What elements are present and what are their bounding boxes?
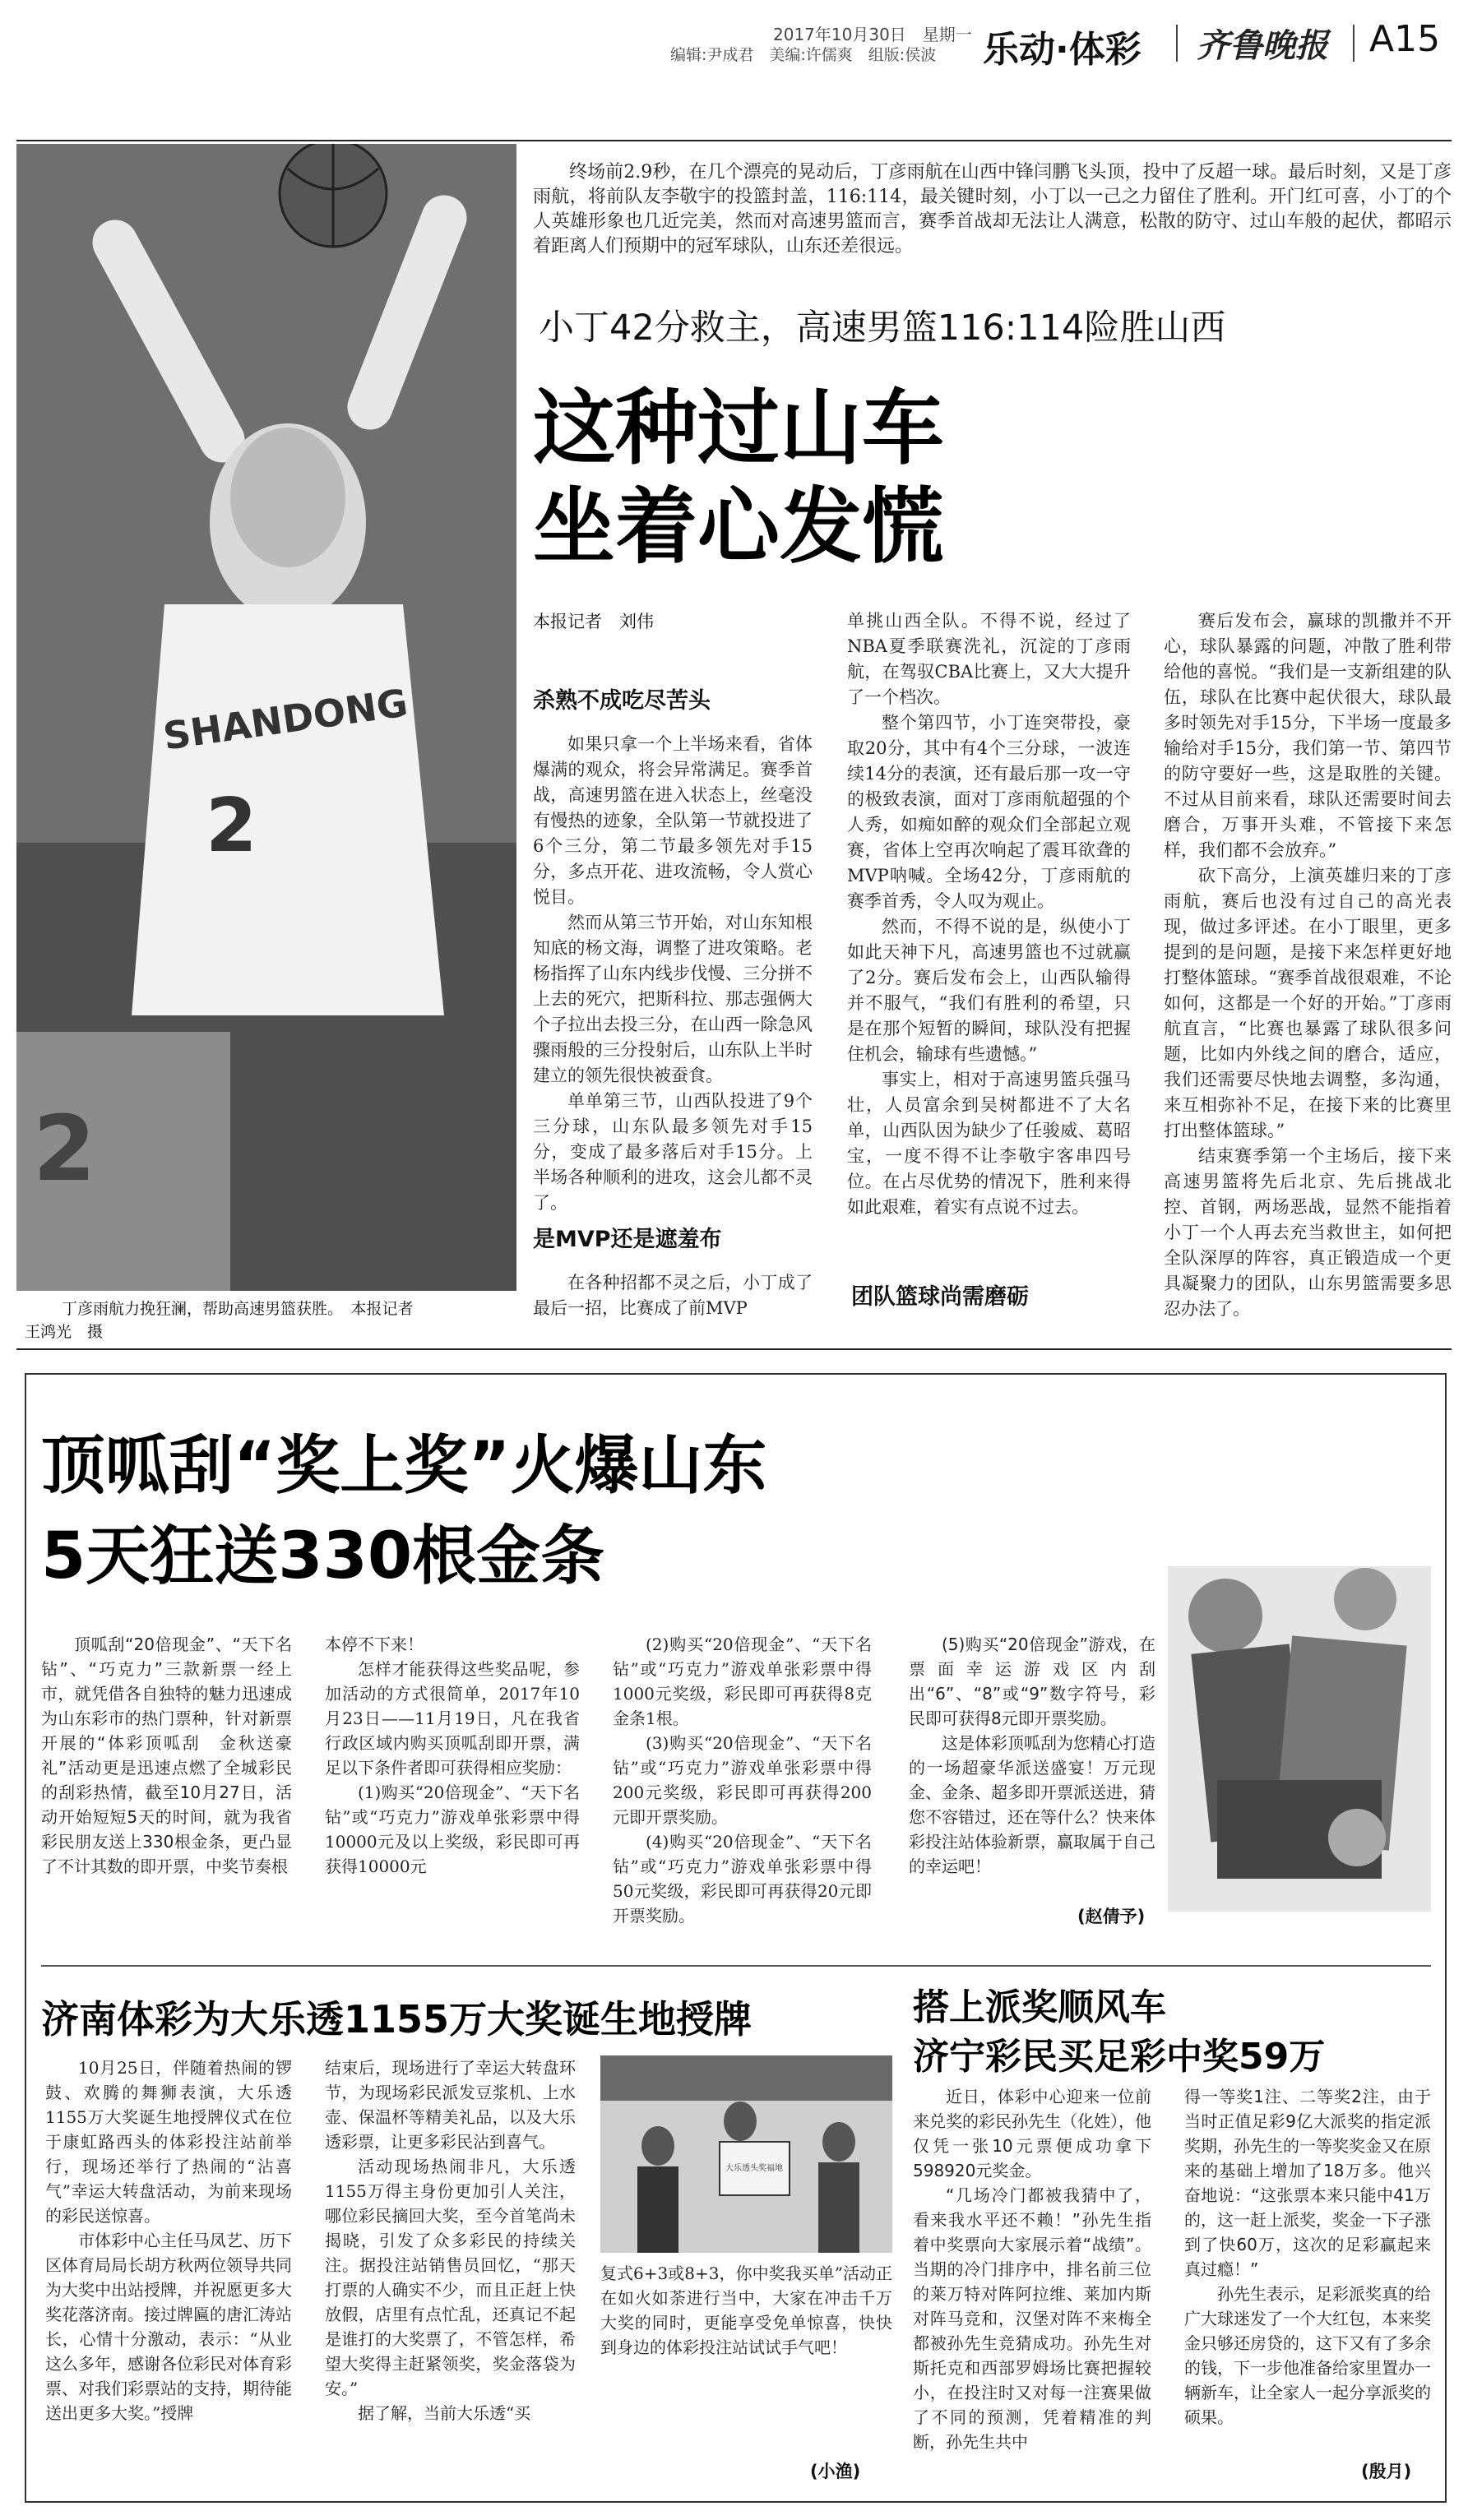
jinan-paragraph: 结束后，现场进行了幸运大转盘环节，为现场彩民派发豆浆机、上水壶、保温杯等精美礼品，以及大乐透彩票，让更多彩民沾到喜气。 — [325, 2058, 576, 2152]
award-ceremony-illustration — [600, 2055, 892, 2253]
col2-paragraph: 然而，不得不说的是，纵使小丁如此天神下凡，高速男篮也不过就赢了2分。赛后发布会上，山西队输得并不服气，“我们有胜利的希望，只是在那个短暂的瞬间，球队没有把握住机会，输球有些遗憾。” — [847, 917, 1131, 1064]
basketball-byline: 本报记者 刘伟 — [533, 612, 654, 631]
jining-title-line1: 搭上派奖顺风车 — [913, 1986, 1166, 2028]
jinan-col1 — [45, 2055, 292, 2483]
col2-paragraph: 事实上，相对于高速男篮兵强马壮，人员富余到吴树都进不了大名单，山西队因为缺少了任骏威、葛昭宝，一度不得不让李敬宇客串四号位。在占尽优势的情况下，胜利来得如此艰难，着实有点说不过去。 — [847, 1070, 1131, 1217]
scratch-paragraph: 本停不下来！ — [325, 1635, 424, 1654]
award-ceremony-photo — [600, 2055, 892, 2253]
col3-paragraph: 赛后发布会，赢球的凯撒并不开心，球队暴露的问题，冲散了胜利带给他的喜悦。“我们是一支新组建的队伍，球队在比赛中起伏很大，球队最多时领先对手15分，下半场一度最多输给对手15分，我们第一节、第四节的防守要好一些，这是取胜的关键。不过从目前来看，球队还需要时间去磨合，万事开头难，不管接下来怎样，我们都不会放弃。” — [1164, 611, 1452, 860]
scratch-col4 — [909, 1632, 1155, 1912]
page-header — [0, 0, 1468, 71]
subhead-3: 团队篮球尚需磨砺 — [851, 1284, 1029, 1310]
jining-paragraph: 得一等奖1注、二等奖2注，由于当时正值足彩9亿大派奖的指定派奖期，孙先生的一等奖奖金又在原来的基础上增加了18万多。他兴奋地说：“这张票本来只能中41万的，这一赶上派奖，奖金一下子涨到了快60万，这次的足彩赢起来真过瘾！” — [1184, 2087, 1431, 2279]
svg-text:SHANDONG: SHANDONG — [160, 680, 411, 759]
section-rule — [16, 1348, 1452, 1350]
scratch-paragraph: (1)购买“20倍现金”、“天下名钻”或“巧克力”游戏单张彩票中得10000元及以上奖级，彩民即可再获得10000元 — [325, 1782, 580, 1876]
photo-caption-line2: 王鸿光 摄 — [25, 1323, 104, 1341]
basketball-col1 — [533, 732, 813, 1217]
basketball-title-line1: 这种过山车 — [533, 380, 944, 476]
scratch-title-line2: 5天狂送330根金条 — [41, 1519, 605, 1593]
scratch-inner-rule — [41, 1965, 1431, 1967]
scratch-paragraph: (4)购买“20倍现金”、“天下名钻”或“巧克力”游戏单张彩票中得50元奖级，彩民即可再获得20元即开票奖励。 — [613, 1832, 872, 1926]
basketball-title-line2: 坐着心发慌 — [533, 479, 944, 575]
col2-paragraph: 单挑山西全队。不得不说，经过了NBA夏季联赛洗礼，沉淀的丁彦雨航，在驾驭CBA比赛上，又大大提升了一个档次。 — [847, 611, 1131, 707]
jining-col2 — [1184, 2084, 1431, 2487]
basketball-player-illustration — [16, 144, 516, 1291]
scratch-paragraph: 顶呱刮“20倍现金”、“天下名钻”、“巧克力”三款新票一经上市，就凭借各自独特的魅力迅速成为山东彩市的热门票种，针对新票开展的“体彩顶呱刮 金秋送豪礼”活动更是迅速点燃了全城彩民的刮彩热情，截至10月27日，活动开始短短5天的时间，就为我省彩民朋友送上330根金条，更凸显了不计其数的即开票，中奖节奏根 — [41, 1635, 292, 1876]
section-name: 乐动·体彩 — [983, 29, 1142, 71]
subhead-2: 是MVP还是遮羞布 — [533, 1227, 722, 1252]
jinan-caption — [600, 2261, 892, 2458]
jining-paragraph: “几场冷门都被我猜中了，看来我水平还不赖！”孙先生指着中奖票向大家展示着“战绩”。当期的冷门排序中，排名前三位的莱万特对阵阿拉维、莱加内斯对阵马竞和，汉堡对阵不来梅全都被孙先生竞猜成功。孙先生对斯托克和西部罗姆场比赛把握较小，在投注时又对每一注赛果做了不同的预测，凭着精准的判断，孙先生共中 — [913, 2185, 1151, 2452]
svg-text:2: 2 — [206, 783, 257, 869]
jining-signature: (殷月) — [1361, 2462, 1412, 2481]
page-number: A15 — [1369, 18, 1441, 60]
header-divider — [1176, 25, 1178, 62]
col1-paragraph: 在各种招都不灵之后，小丁成了最后一招，比赛成了前MVP — [533, 1273, 813, 1318]
basketball-intro — [533, 160, 1452, 288]
col1-paragraph: 如果只拿一个上半场来看，省体爆满的观众，将会异常满足。赛季首战，高速男篮在进入状态上，丝毫没有慢热的迹象，全队第一节就投进了6个三分，第二节最多领先对手15分，多点开花、进攻流畅，令人赏心悦目。 — [533, 734, 813, 907]
scratch-paragraph: (2)购买“20倍现金”、“天下名钻”或“巧克力”游戏单张彩票中得1000元奖级，彩民即可再获得8克金条1根。 — [613, 1635, 872, 1728]
jining-paragraph: 孙先生表示，足彩派奖真的给广大球迷发了一个大红包，本来奖金只够还房贷的，这下又有了多余的钱，下一步他准备给家里置办一辆新车，让全家人一起分享派奖的硕果。 — [1184, 2284, 1431, 2427]
scratch-paragraph: 怎样才能获得这些奖品呢，参加活动的方式很简单，2017年10月23日——11月19日，凡在我省行政区域内购买顶呱刮即开票，满足以下条件者即可获得相应奖励： — [325, 1659, 580, 1778]
jinan-paragraph: 市体彩中心主任马凤艺、历下区体育局局长胡方秋两位领导共同为大奖中出站授牌，并祝愿更多大奖花落济南。接过牌匾的唐汇涛站长，心情十分激动，表示：“从业这么多年，感谢各位彩民对体育彩票、对我们彩票站的支持，期待能送出更多大奖。”授牌 — [45, 2231, 292, 2423]
scratch-col1 — [41, 1632, 292, 1928]
plaque-text: 大乐透头奖福地 — [725, 2164, 783, 2173]
jinan-paragraph: 复式6+3或8+3，你中奖我买单”活动正在如火如荼进行当中，大家在冲击千万大奖的同时，更能享受免单惊喜，快快到身边的体彩投注站试试手气吧！ — [600, 2263, 892, 2357]
scratch-paragraph: (5)购买“20倍现金”游戏，在票面幸运游戏区内刮出“6”、“8”或“9”数字符号，彩民即可获得8元即开票奖励。 — [909, 1635, 1155, 1728]
jinan-col2 — [325, 2055, 576, 2483]
lottery-tickets-photo — [1168, 1566, 1431, 1912]
col3-paragraph: 砍下高分，上演英雄归来的丁彦雨航，赛后也没有过自己的高光表现，做过多评述。在小丁眼里，更多提到的是问题，是接下来怎样更好地打整体篮球。“赛季首战很艰难，不论如何，这都是一个好的开始。”丁彦雨航直言，“比赛也暴露了球队很多问题，比如内外线之间的磨合，适应，我们还需要尽快地去调整，多沟通，来互相弥补不足，在接下来的比赛里打出整体篮球。” — [1164, 866, 1452, 1140]
lottery-tickets-illustration — [1168, 1566, 1431, 1912]
jinan-paragraph: 据了解，当前大乐透“买 — [358, 2403, 531, 2423]
scratch-col2 — [325, 1632, 580, 1928]
basketball-col1-end — [533, 1270, 813, 1323]
header-editors: 编辑:尹成君 美编:许儒爽 组版:侯波 — [670, 46, 937, 64]
col3-paragraph: 结束赛季第一个主场后，接下来高速男篮将先后北京、先后挑战北控、首钢，两场恶战，显然不能指着小丁一个人再去充当救世主，如何把全队深厚的阵容，真正锻造成一个更具凝聚力的团队，山东男篮需要多思忍办法了。 — [1164, 1146, 1452, 1319]
subhead-1: 杀熟不成吃尽苦头 — [533, 688, 711, 714]
svg-text:2: 2 — [33, 1096, 96, 1201]
paper-logo: 齐鲁晚报 — [1197, 26, 1328, 65]
intro-text: 终场前2.9秒，在几个漂亮的晃动后，丁彦雨航在山西中锋闫鹏飞头顶，投中了反超一球。最后时刻，又是丁彦雨航，将前队友李敬宇的投篮封盖，116:114，最关键时刻，小丁以一己之力留住了胜利。开门红可喜，小丁的个人英雄形象也几近完美，然而对高速男篮而言，赛季首战却无法让人满意，松散的防守、过山车般的起伏，都昭示着距离人们预期中的冠军球队，山东还差很远。 — [533, 162, 1452, 257]
jining-title-line2: 济宁彩民买足彩中奖59万 — [913, 2036, 1326, 2078]
jinan-paragraph: 10月25日，伴随着热闹的锣鼓、欢腾的舞狮表演，大乐透1155万大奖诞生地授牌仪式在位于康虹路西头的体彩投注站前举行，现场还举行了热闹的“沾喜气”幸运大转盘活动，为前来现场的彩民送惊喜。 — [45, 2058, 292, 2226]
basketball-subtitle: 小丁42分救主，高速男篮116:114险胜山西 — [539, 307, 1226, 349]
jinan-title: 济南体彩为大乐透1155万大奖诞生地授牌 — [41, 1997, 753, 2041]
col1-paragraph: 单单第三节，山西队投进了9个三分球，山东队最多领先对手15分，变成了最多落后对手15分。上半场各种顺利的进攻，这会儿都不灵了。 — [533, 1091, 813, 1213]
col1-paragraph: 然而从第三节开始，对山东知根知底的杨文海，调整了进攻策略。老杨指挥了山东内线步伐慢、三分拼不上去的死穴，把斯科拉、那志强俩大个子拉出去投三分，在山西一除急风骤雨般的三分投射后，山东队上半时建立的领先很快被蚕食。 — [533, 913, 813, 1085]
photo-caption — [25, 1297, 514, 1343]
scratch-col3 — [613, 1632, 872, 1928]
col2-paragraph: 整个第四节，小丁连突带投，豪取20分，其中有4个三分球，一波连续14分的表演，还有最后那一攻一守的极致表演，面对丁彦雨航超强的个人秀，如痴如醉的观众们全部起立观赛，省体上空再次响起了震耳欲聋的MVP呐喊。全场42分，丁彦雨航的赛季首秀，令人叹为观止。 — [847, 713, 1131, 911]
jining-paragraph: 近日，体彩中心迎来一位前来兑奖的彩民孙先生（化姓），他仅凭一张10元票便成功拿下598920元奖金。 — [913, 2087, 1151, 2180]
jinan-signature: (小渔) — [810, 2462, 861, 2481]
jinan-paragraph: 活动现场热闹非凡，大乐透1155万得主身份更加引人关注，哪位彩民摘回大奖，至今首笔尚未揭晓，引发了众多彩民的持续关注。据投注站销售员回忆，“那天打票的人确实不少，而且正赶上快放假，店里有点忙乱，还真记不起是谁打的大奖票了，不管怎样，希望大奖得主赶紧领奖，奖金落袋为安。” — [325, 2157, 576, 2398]
scratch-signature: (赵倩予) — [1077, 1907, 1146, 1926]
header-rule — [16, 140, 1452, 141]
jining-col1 — [913, 2084, 1151, 2487]
scratch-title-line1: 顶呱刮“奖上奖”火爆山东 — [41, 1429, 767, 1503]
photo-caption-line1: 丁彦雨航力挽狂澜，帮助高速男篮获胜。 本报记者 — [62, 1300, 414, 1318]
scratch-paragraph: (3)购买“20倍现金”、“天下名钻”或“巧克力”游戏单张彩票中得200元奖级，彩民即可再获得200元即开票奖励。 — [613, 1733, 872, 1827]
basketball-photo — [16, 144, 516, 1291]
basketball-col3 — [1164, 608, 1452, 1324]
header-date: 2017年10月30日 星期一 — [773, 25, 972, 44]
scratch-paragraph: 这是体彩顶呱刮为您精心打造的一场超豪华派送盛宴！万元现金、金条、超多即开票派送进，猜您不容错过，还在等什么？快来体彩投注站体验新票，赢取属于自己的幸运吧！ — [909, 1733, 1155, 1876]
basketball-col2 — [847, 608, 1131, 1278]
header-divider-2 — [1353, 25, 1355, 62]
